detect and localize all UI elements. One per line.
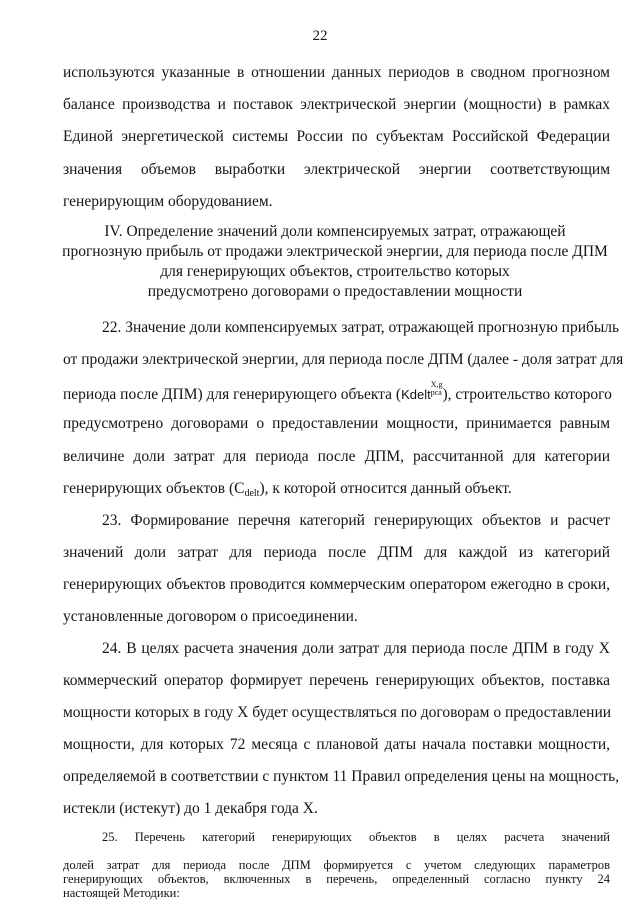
- text-line: генерирующих объектов, включенных в перечень, определенный согласно пункту 24: [63, 872, 610, 886]
- text-line: Единой энергетической системы России по субъектам Российской Федерации: [63, 128, 610, 145]
- text-line: настоящей Методики:: [63, 886, 180, 900]
- text-line: от продажи электрической энергии, для периода после ДПМ (далее - доля затрат для: [63, 351, 624, 368]
- text-line: установленные договором о присоединении.: [63, 608, 358, 625]
- text-fragment: генерирующих объектов (C: [63, 480, 245, 497]
- text-line-with-formula: [63, 381, 610, 404]
- text-fragment: периода после ДПМ) для генерирующего объекта (: [63, 386, 402, 403]
- section-heading-line: предусмотрено договорами о предоставлении мощности: [147, 283, 523, 300]
- text-fragment: ), к которой относится данный объект.: [259, 480, 512, 497]
- text-line: 22. Значение доли компенсируемых затрат, отражающей прогнозную прибыль: [102, 319, 620, 336]
- text-line: мощности, для которых 72 месяца с плановой даты начала поставки мощности,: [63, 736, 610, 753]
- text-line: коммерческий оператор формирует перечень генерирующих объектов, поставка: [63, 672, 610, 689]
- formula-superscript: X,g: [430, 380, 443, 389]
- section-heading-line: IV. Определение значений доли компенсируемых затрат, отражающей: [104, 223, 566, 240]
- text-line: 23. Формирование перечня категорий генерирующих объектов и расчет: [102, 512, 610, 529]
- text-line: долей затрат для периода после ДПМ формируется с учетом следующих параметров: [63, 858, 610, 872]
- text-line: величине доли затрат для периода после ДПМ, рассчитанной для категории: [63, 448, 610, 465]
- formula-symbol: Kdelt: [401, 387, 431, 402]
- text-line: значения объемов выработки электрической энергии соответствующим: [63, 161, 610, 178]
- formula-indices: [431, 381, 443, 397]
- text-line: используются указанные в отношении данных периодов в сводном прогнозном: [63, 64, 610, 81]
- section-heading-line: прогнозную прибыль от продажи электрической энергии, для периода после ДПМ: [62, 243, 608, 260]
- text-line: мощности которых в году X будет осуществляться по договорам о предоставлении: [63, 704, 612, 721]
- text-line: истекли (истекут) до 1 декабря года X.: [63, 800, 318, 817]
- text-fragment: ), строительство которого: [442, 386, 612, 403]
- text-line: генерирующих объектов проводится коммерческим оператором ежегодно в сроки,: [63, 576, 610, 593]
- formula-subscript: pca: [430, 388, 442, 397]
- text-line: 25. Перечень категорий генерирующих объектов в целях расчета значений: [102, 830, 610, 844]
- formula-kdelt: [401, 380, 443, 403]
- text-line: значений доли затрат для периода после ДПМ для каждой из категорий: [63, 544, 610, 561]
- text-line-with-subscript: [63, 480, 512, 499]
- page-number: 22: [312, 28, 328, 44]
- text-line: балансе производства и поставок электрической энергии (мощности) в рамках: [63, 96, 610, 113]
- text-line: определяемой в соответствии с пунктом 11 Правил определения цены на мощность,: [63, 768, 620, 785]
- text-line: 24. В целях расчета значения доли затрат для периода после ДПМ в году X: [102, 640, 610, 657]
- text-line: предусмотрено договорами о предоставлении мощности, принимается равным: [63, 415, 610, 432]
- subscript-delt: delt: [244, 488, 260, 499]
- text-line: генерирующим оборудованием.: [63, 193, 273, 210]
- section-heading-line: для генерирующих объектов, строительство которых: [160, 263, 510, 280]
